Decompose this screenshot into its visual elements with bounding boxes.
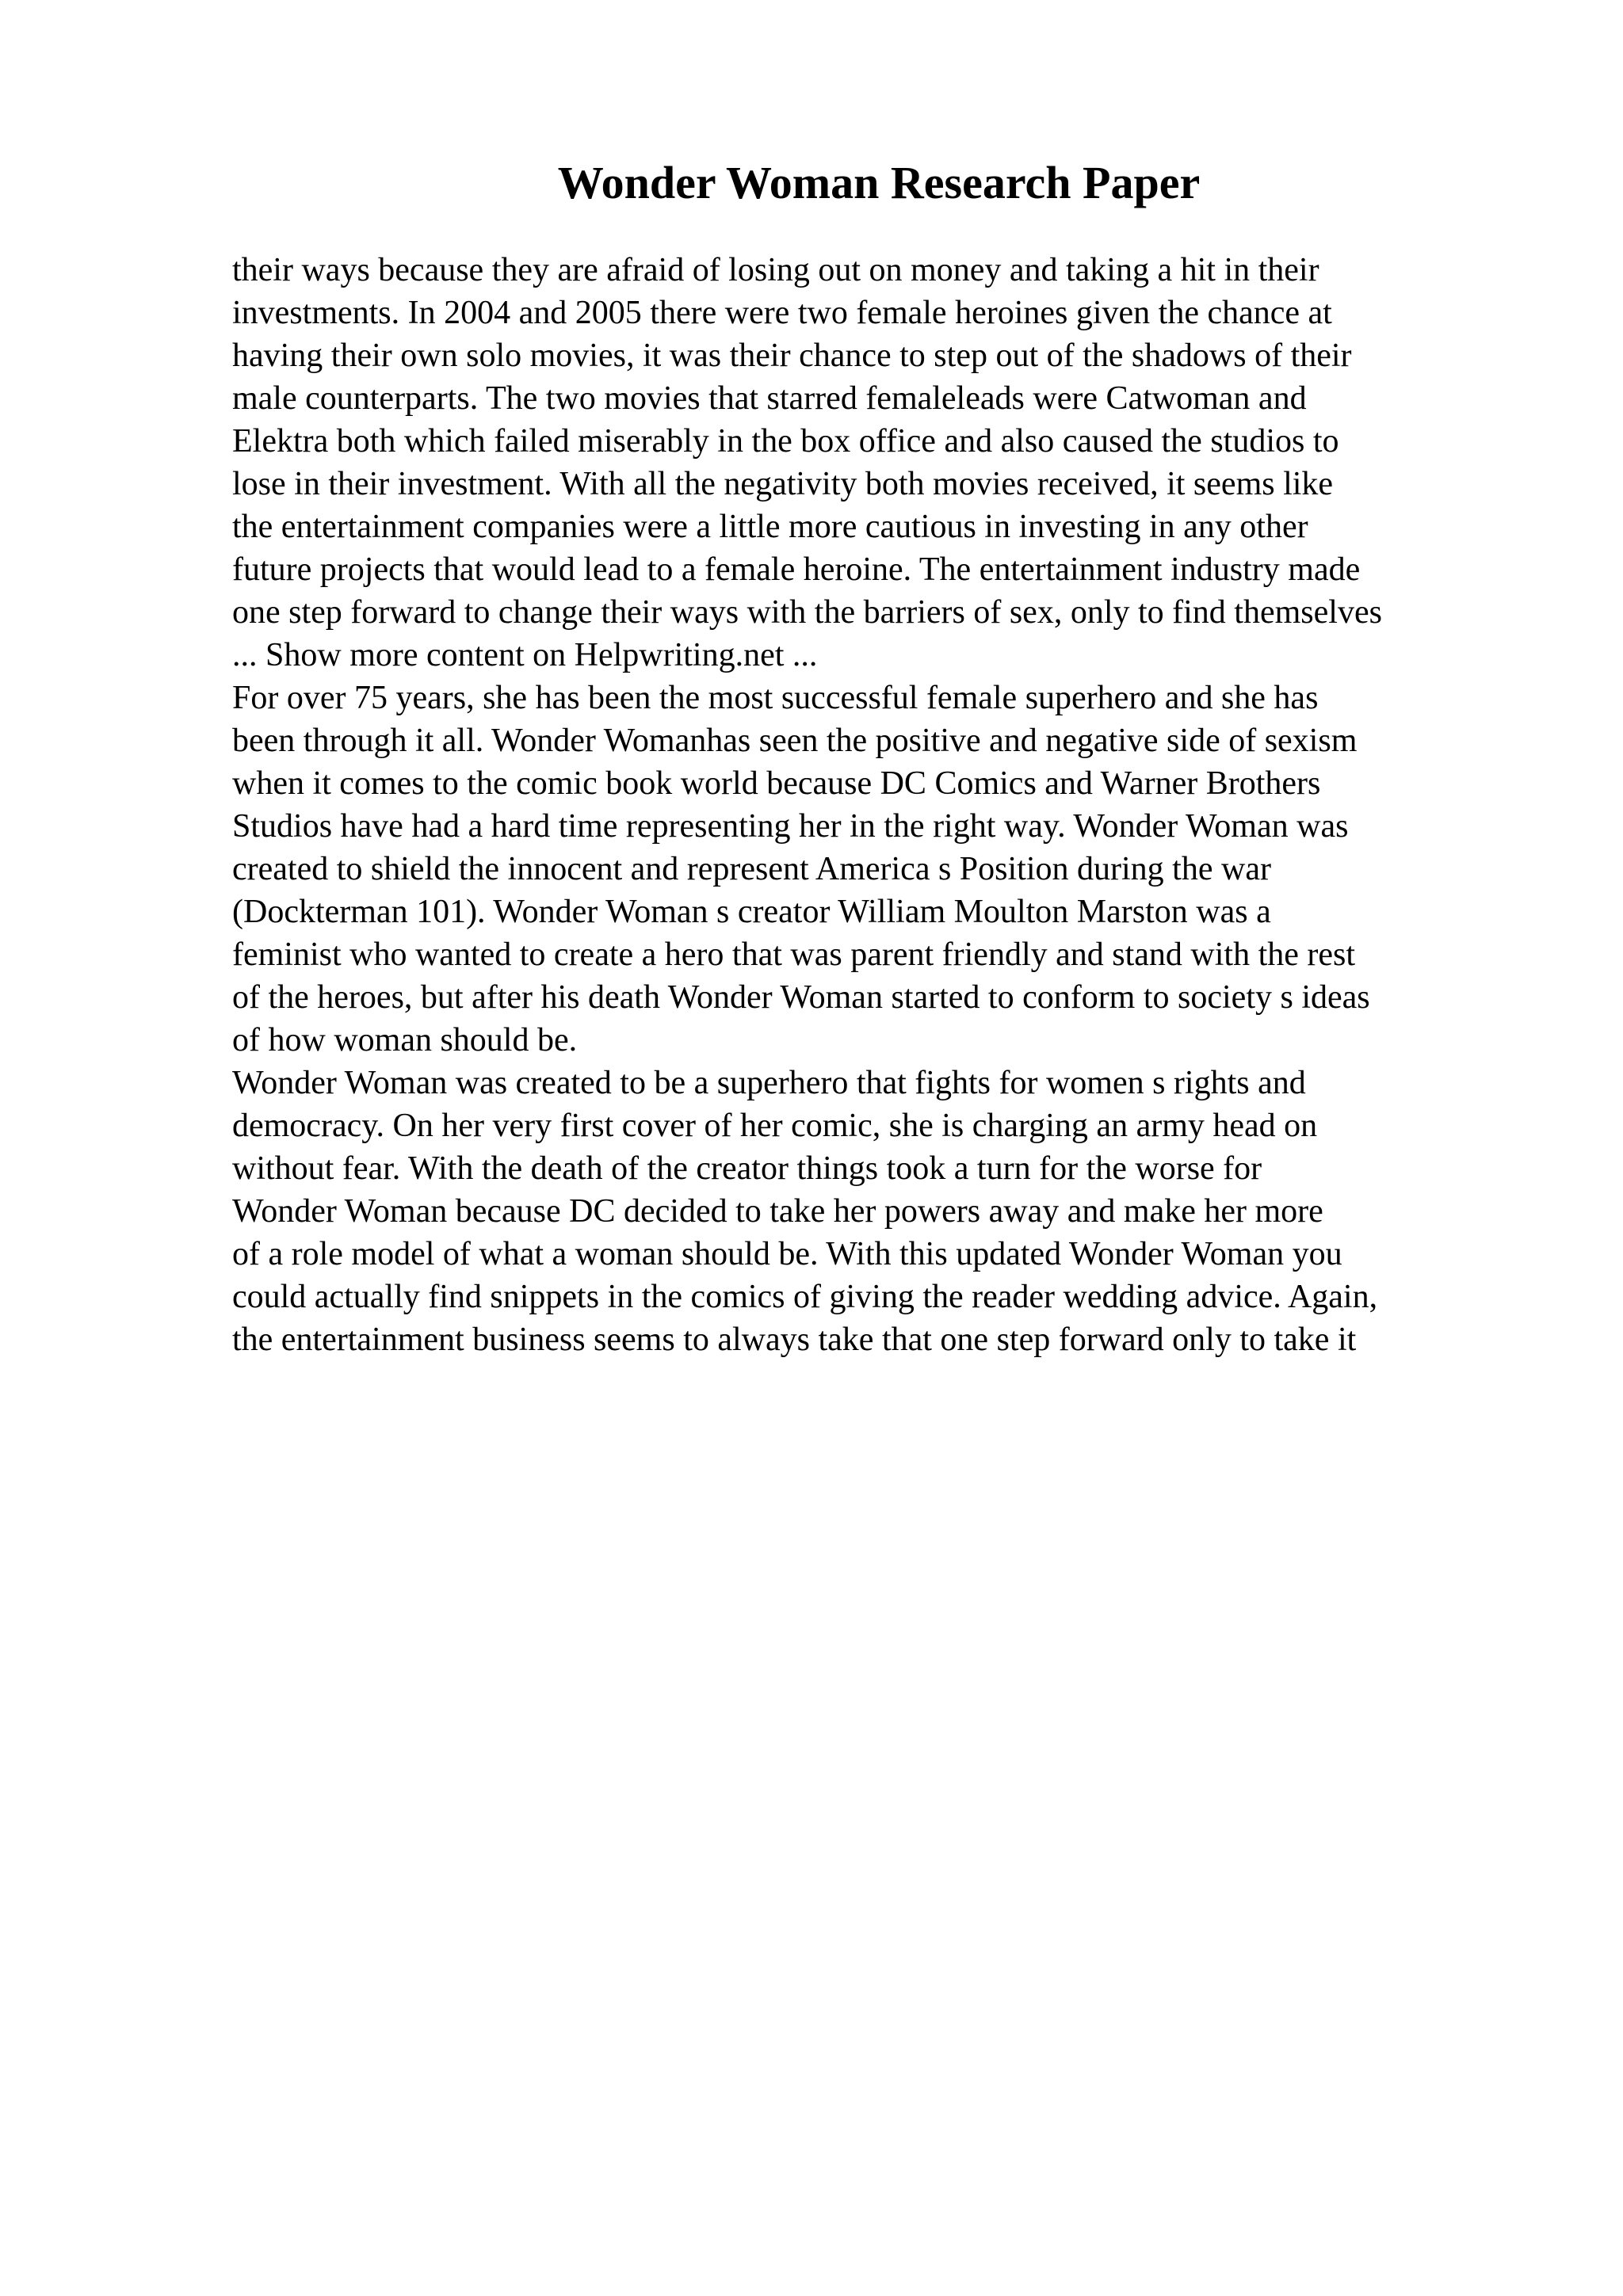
text-line: male counterparts. The two movies that starred femaleleads were Catwoman and bbox=[232, 380, 1307, 417]
text-line: created to shield the innocent and represent America s Position during the war bbox=[232, 851, 1271, 887]
text-line: of the heroes, but after his death Wonder Woman started to conform to society s ideas bbox=[232, 979, 1370, 1016]
text-line: of how woman should be. bbox=[232, 1022, 578, 1058]
text-line: the entertainment companies were a little more cautious in investing in any other bbox=[232, 509, 1308, 545]
text-line: Wonder Woman was created to be a superhero that fights for women s rights and bbox=[232, 1065, 1306, 1101]
text-line: For over 75 years, she has been the most successful female superhero and she has bbox=[232, 680, 1319, 716]
text-line: been through it all. Wonder Womanhas seen the positive and negative side of sexism bbox=[232, 723, 1358, 759]
text-line: democracy. On her very first cover of her comic, she is charging an army head on bbox=[232, 1108, 1318, 1144]
text-line: having their own solo movies, it was their chance to step out of the shadows of their bbox=[232, 338, 1352, 374]
text-line: (Dockterman 101). Wonder Woman s creator William Moulton Marston was a bbox=[232, 894, 1271, 930]
text-line: Studios have had a hard time representing her in the right way. Wonder Woman was bbox=[232, 808, 1349, 845]
text-line: without fear. With the death of the creator things took a turn for the worse for bbox=[232, 1150, 1262, 1187]
text-line: their ways because they are afraid of losing out on money and taking a hit in their bbox=[232, 252, 1319, 288]
text-line: Elektra both which failed miserably in the box office and also caused the studios to bbox=[232, 423, 1339, 460]
text-line: one step forward to change their ways with the barriers of sex, only to find themselves bbox=[232, 594, 1382, 631]
text-line: Wonder Woman because DC decided to take her powers away and make her more bbox=[232, 1193, 1323, 1230]
text-line: lose in their investment. With all the negativity both movies received, it seems like bbox=[232, 466, 1334, 502]
text-line: investments. In 2004 and 2005 there were two female heroines given the chance at bbox=[232, 295, 1332, 331]
text-line: the entertainment business seems to always take that one step forward only to take it bbox=[232, 1322, 1357, 1358]
page-title: Wonder Woman Research Paper bbox=[557, 157, 1201, 208]
text-line: feminist who wanted to create a hero that was parent friendly and stand with the rest bbox=[232, 936, 1356, 973]
text-line: could actually find snippets in the comics of giving the reader wedding advice. Again, bbox=[232, 1279, 1378, 1315]
text-line: future projects that would lead to a female heroine. The entertainment industry made bbox=[232, 551, 1361, 588]
text-line: of a role model of what a woman should be. With this updated Wonder Woman you bbox=[232, 1236, 1342, 1272]
show-more-link[interactable]: ... Show more content on Helpwriting.net ... bbox=[232, 637, 818, 673]
text-line: when it comes to the comic book world because DC Comics and Warner Brothers bbox=[232, 765, 1321, 802]
body-text bbox=[232, 249, 1532, 1361]
